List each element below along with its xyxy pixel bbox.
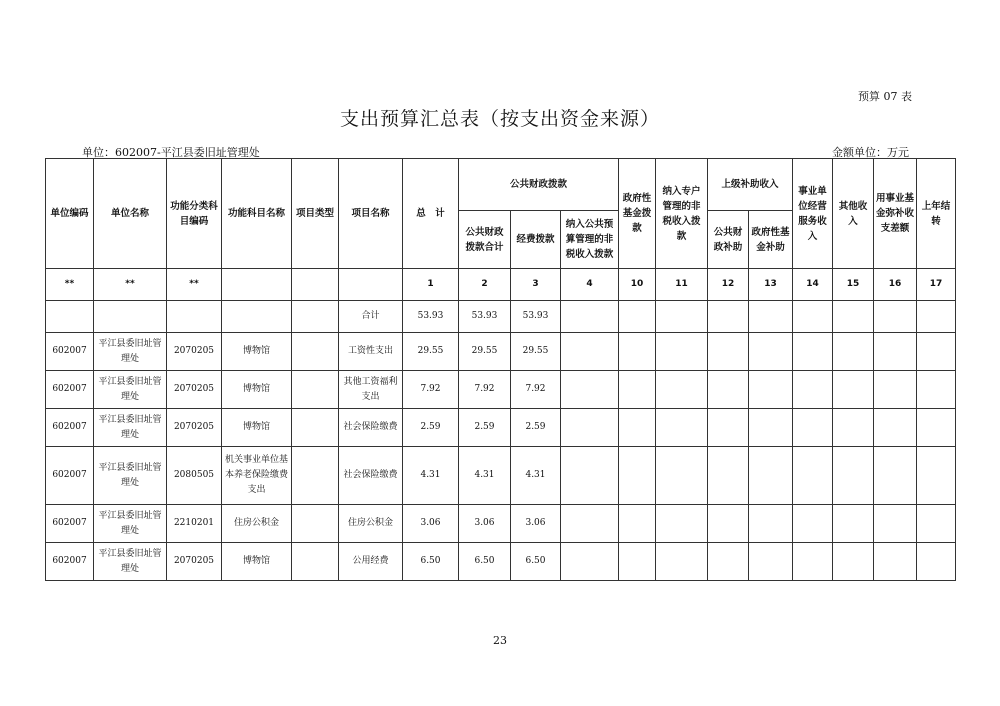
index-cell: ** <box>167 269 222 301</box>
pf-total-cell: 29.55 <box>459 333 511 371</box>
total-cell: 7.92 <box>403 371 459 409</box>
project-name-cell: 其他工资福利支出 <box>339 371 403 409</box>
project-name-cell: 住房公积金 <box>339 505 403 543</box>
func-code-cell: 2210201 <box>167 505 222 543</box>
unit-code-cell: 602007 <box>46 505 94 543</box>
unit-name-cell: 平江县委旧址管理处 <box>94 505 167 543</box>
header-pf-nontax: 纳入公共预算管理的非税收入拨款 <box>561 211 619 269</box>
index-cell <box>339 269 403 301</box>
index-cell: 13 <box>749 269 793 301</box>
project-name-cell: 社会保险缴费 <box>339 447 403 505</box>
pf-expense-cell: 6.50 <box>511 543 561 581</box>
unit-label: 单位：602007-平江县委旧址管理处 <box>82 146 260 159</box>
pf-total-cell: 53.93 <box>459 301 511 333</box>
func-code-cell: 2070205 <box>167 333 222 371</box>
header-func-code: 功能分类科目编码 <box>167 159 222 269</box>
table-row <box>46 371 956 409</box>
unit-code-cell: 602007 <box>46 543 94 581</box>
index-cell: 2 <box>459 269 511 301</box>
total-cell: 4.31 <box>403 447 459 505</box>
table-row <box>46 505 956 543</box>
total-cell: 2.59 <box>403 409 459 447</box>
pf-expense-cell: 2.59 <box>511 409 561 447</box>
total-cell: 53.93 <box>403 301 459 333</box>
header-other-income: 其他收入 <box>833 159 874 269</box>
index-cell: 17 <box>917 269 956 301</box>
func-name-cell: 博物馆 <box>222 371 292 409</box>
budget-summary-table <box>45 158 956 581</box>
index-row <box>46 269 956 301</box>
index-cell: 12 <box>708 269 749 301</box>
index-cell <box>292 269 339 301</box>
header-unit-code: 单位编码 <box>46 159 94 269</box>
unit-code-cell: 602007 <box>46 371 94 409</box>
unit-name-cell: 平江县委旧址管理处 <box>94 447 167 505</box>
table-row <box>46 447 956 505</box>
header-pf-expense: 经费拨款 <box>511 211 561 269</box>
index-cell: ** <box>94 269 167 301</box>
func-name-cell: 机关事业单位基本养老保险缴费支出 <box>222 447 292 505</box>
header-special-nontax: 纳入专户管理的非税收入拨款 <box>656 159 708 269</box>
pf-total-cell: 3.06 <box>459 505 511 543</box>
index-cell: 16 <box>874 269 917 301</box>
unit-name-cell: 平江县委旧址管理处 <box>94 333 167 371</box>
project-name-cell: 社会保险缴费 <box>339 409 403 447</box>
pf-total-cell: 6.50 <box>459 543 511 581</box>
header-pf-total: 公共财政拨款合计 <box>459 211 511 269</box>
form-number: 预算 07 表 <box>858 90 912 103</box>
header-fund-cover: 用事业基金弥补收支差额 <box>874 159 917 269</box>
header-carry-over: 上年结转 <box>917 159 956 269</box>
func-code-cell: 2070205 <box>167 543 222 581</box>
index-cell: 3 <box>511 269 561 301</box>
index-cell: 14 <box>793 269 833 301</box>
func-name-cell: 博物馆 <box>222 409 292 447</box>
pf-expense-cell: 29.55 <box>511 333 561 371</box>
table-row <box>46 543 956 581</box>
total-cell: 6.50 <box>403 543 459 581</box>
func-name-cell: 博物馆 <box>222 543 292 581</box>
index-cell <box>222 269 292 301</box>
header-total: 总 计 <box>403 159 459 269</box>
total-row <box>46 301 956 333</box>
index-cell: 15 <box>833 269 874 301</box>
page-number: 23 <box>493 634 507 647</box>
pf-expense-cell: 53.93 <box>511 301 561 333</box>
index-cell: ** <box>46 269 94 301</box>
header-func-name: 功能科目名称 <box>222 159 292 269</box>
index-cell: 10 <box>619 269 656 301</box>
project-name-cell: 工资性支出 <box>339 333 403 371</box>
index-cell: 4 <box>561 269 619 301</box>
func-name-cell: 住房公积金 <box>222 505 292 543</box>
unit-code-cell: 602007 <box>46 409 94 447</box>
header-project-type: 项目类型 <box>292 159 339 269</box>
header-project-name: 项目名称 <box>339 159 403 269</box>
pf-total-cell: 4.31 <box>459 447 511 505</box>
header-superior-subsidy: 上级补助收入 <box>708 159 793 211</box>
header-unit-name: 单位名称 <box>94 159 167 269</box>
total-cell: 3.06 <box>403 505 459 543</box>
pf-expense-cell: 3.06 <box>511 505 561 543</box>
header-sup-gov-fund: 政府性基金补助 <box>749 211 793 269</box>
func-code-cell: 2080505 <box>167 447 222 505</box>
pf-expense-cell: 7.92 <box>511 371 561 409</box>
page-title: 支出预算汇总表（按支出资金来源） <box>339 108 660 130</box>
pf-expense-cell: 4.31 <box>511 447 561 505</box>
unit-code-cell: 602007 <box>46 333 94 371</box>
pf-total-cell: 7.92 <box>459 371 511 409</box>
header-public-finance: 公共财政拨款 <box>459 159 619 211</box>
index-cell: 1 <box>403 269 459 301</box>
index-cell: 11 <box>656 269 708 301</box>
header-gov-fund: 政府性基金拨款 <box>619 159 656 269</box>
table-row <box>46 409 956 447</box>
header-sup-public: 公共财政补助 <box>708 211 749 269</box>
total-cell: 29.55 <box>403 333 459 371</box>
func-code-cell: 2070205 <box>167 371 222 409</box>
unit-name-cell: 平江县委旧址管理处 <box>94 543 167 581</box>
header-business-income: 事业单位经营服务收入 <box>793 159 833 269</box>
amount-unit-label: 金额单位：万元 <box>832 146 909 159</box>
table-row <box>46 333 956 371</box>
pf-total-cell: 2.59 <box>459 409 511 447</box>
unit-name-cell: 平江县委旧址管理处 <box>94 409 167 447</box>
total-label: 合计 <box>339 301 403 333</box>
func-name-cell: 博物馆 <box>222 333 292 371</box>
project-name-cell: 公用经费 <box>339 543 403 581</box>
unit-code-cell: 602007 <box>46 447 94 505</box>
func-code-cell: 2070205 <box>167 409 222 447</box>
unit-name-cell: 平江县委旧址管理处 <box>94 371 167 409</box>
